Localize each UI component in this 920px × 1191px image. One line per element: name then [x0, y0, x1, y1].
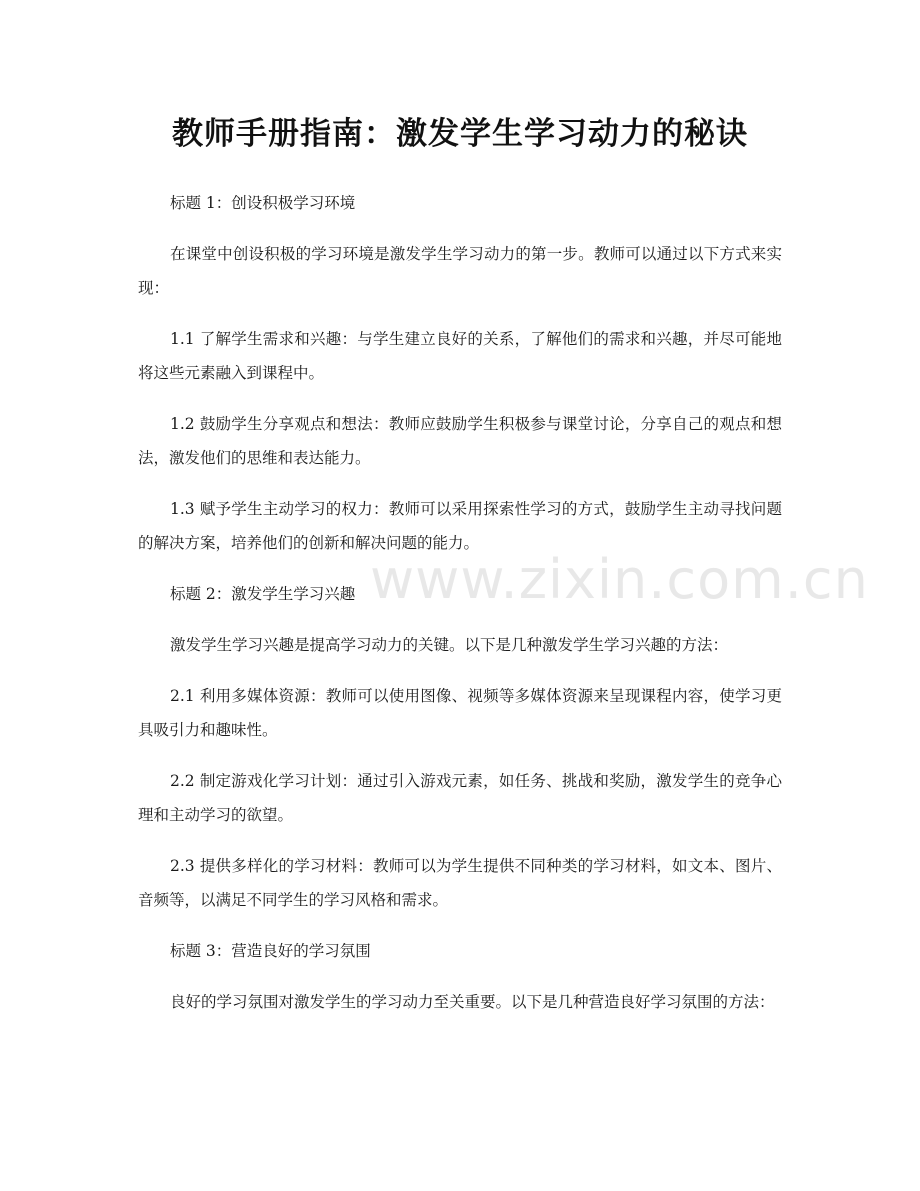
section-intro-3: 良好的学习氛围对激发学生的学习动力至关重要。以下是几种营造良好学习氛围的方法： — [170, 993, 775, 1011]
document-title: 教师手册指南：激发学生学习动力的秘诀 — [172, 116, 748, 152]
list-item-2-1: 2.1 利用多媒体资源：教师可以使用图像、视频等多媒体资源来呈现课程内容，使学习更具吸引力和趣味性。 — [138, 687, 782, 739]
section-heading-1: 标题 1：创设积极学习环境 — [170, 194, 356, 212]
list-item-1-3: 1.3 赋予学生主动学习的权力：教师可以采用探索性学习的方式，鼓励学生主动寻找问题的解决方案，培养他们的创新和解决问题的能力。 — [138, 500, 782, 552]
list-item-1-2: 1.2 鼓励学生分享观点和想法：教师应鼓励学生积极参与课堂讨论，分享自己的观点和想法，激发他们的思维和表达能力。 — [138, 415, 782, 467]
list-item-2-3: 2.3 提供多样化的学习材料：教师可以为学生提供不同种类的学习材料，如文本、图片、音频等，以满足不同学生的学习风格和需求。 — [138, 857, 782, 909]
list-item-1-1: 1.1 了解学生需求和兴趣：与学生建立良好的关系，了解他们的需求和兴趣，并尽可能地将这些元素融入到课程中。 — [138, 330, 782, 382]
section-heading-2: 标题 2：激发学生学习兴趣 — [170, 585, 356, 603]
section-intro-1: 在课堂中创设积极的学习环境是激发学生学习动力的第一步。教师可以通过以下方式来实现： — [138, 245, 782, 297]
section-intro-2: 激发学生学习兴趣是提高学习动力的关键。以下是几种激发学生学习兴趣的方法： — [170, 636, 729, 654]
watermark-text: www.zixin.com.cn — [370, 548, 869, 611]
section-heading-3: 标题 3：营造良好的学习氛围 — [170, 942, 371, 960]
document-body — [138, 186, 782, 1036]
list-item-2-2: 2.2 制定游戏化学习计划：通过引入游戏元素，如任务、挑战和奖励，激发学生的竞争心理和主动学习的欲望。 — [138, 772, 782, 824]
